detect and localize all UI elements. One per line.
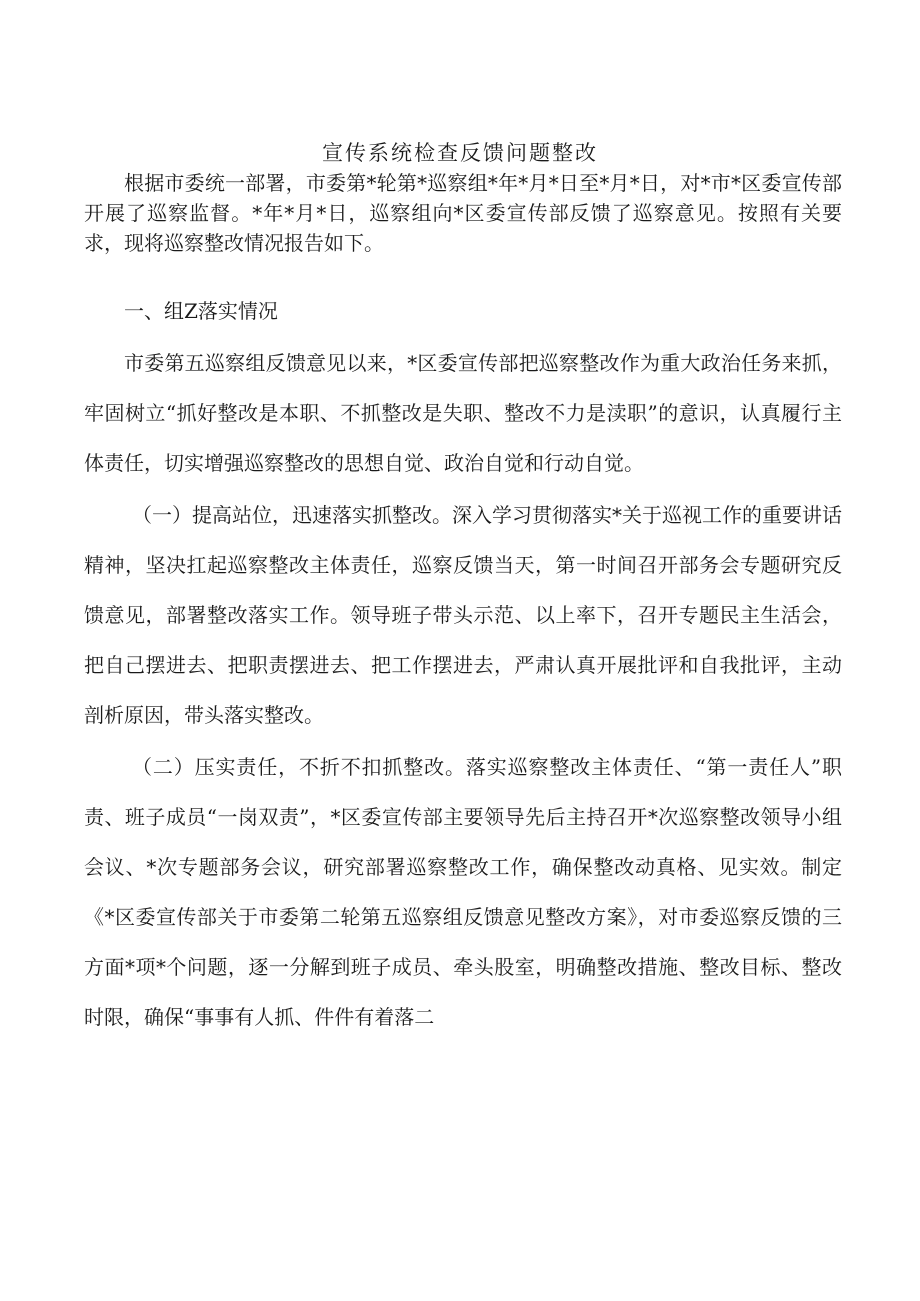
intro-paragraph: 根据市委统一部署，市委第*轮第*巡察组*年*月*日至*月*日，对*市*区委宣传部开展了巡察监督。*年*月*日，巡察组向*区委宣传部反馈了巡察意见。按照有关要求，现将巡察整改情况报告如下。 — [84, 171, 842, 255]
body-paragraph: （一）提高站位，迅速落实抓整改。深入学习贯彻落实*关于巡视工作的重要讲话精神，坚决扛起巡察整改主体责任，巡察反馈当天，第一时间召开部务会专题研究反馈意见，部署整改落实工作。领导班子带头示范、以上率下，召开专题民主生活会，把自己摆进去、把职责摆进去、把工作摆进去，严肃认真开展批评和自我批评，主动剖析原因，带头落实整改。 — [84, 503, 842, 727]
document-title: 宣传系统检查反馈问题整改 — [322, 141, 598, 165]
section-heading: 一、组Z落实情况 — [124, 299, 278, 323]
body-paragraph: （二）压实责任，不折不扣抓整改。落实巡察整改主体责任、“第一责任人”职责、班子成员“一岗双责”，*区委宣传部主要领导先后主持召开*次巡察整改领导小组会议、*次专题部务会议，研究部署巡察整改工作，确保整改动真格、见实效。制定《*区委宣传部关于市委第二轮第五巡察组反馈意见整改方案》，对市委巡察反馈的三方面*项*个问题，逐一分解到班子成员、牵头股室，明确整改措施、整改目标、整改时限，确保“事事有人抓、件件有着落二 — [84, 755, 842, 1029]
body-paragraph: 市委第五巡察组反馈意见以来，*区委宣传部把巡察整改作为重大政治任务来抓，牢固树立“抓好整改是本职、不抓整改是失职、整改不力是渎职”的意识，认真履行主体责任，切实增强巡察整改的思想自觉、政治自觉和行动自觉。 — [84, 351, 842, 475]
